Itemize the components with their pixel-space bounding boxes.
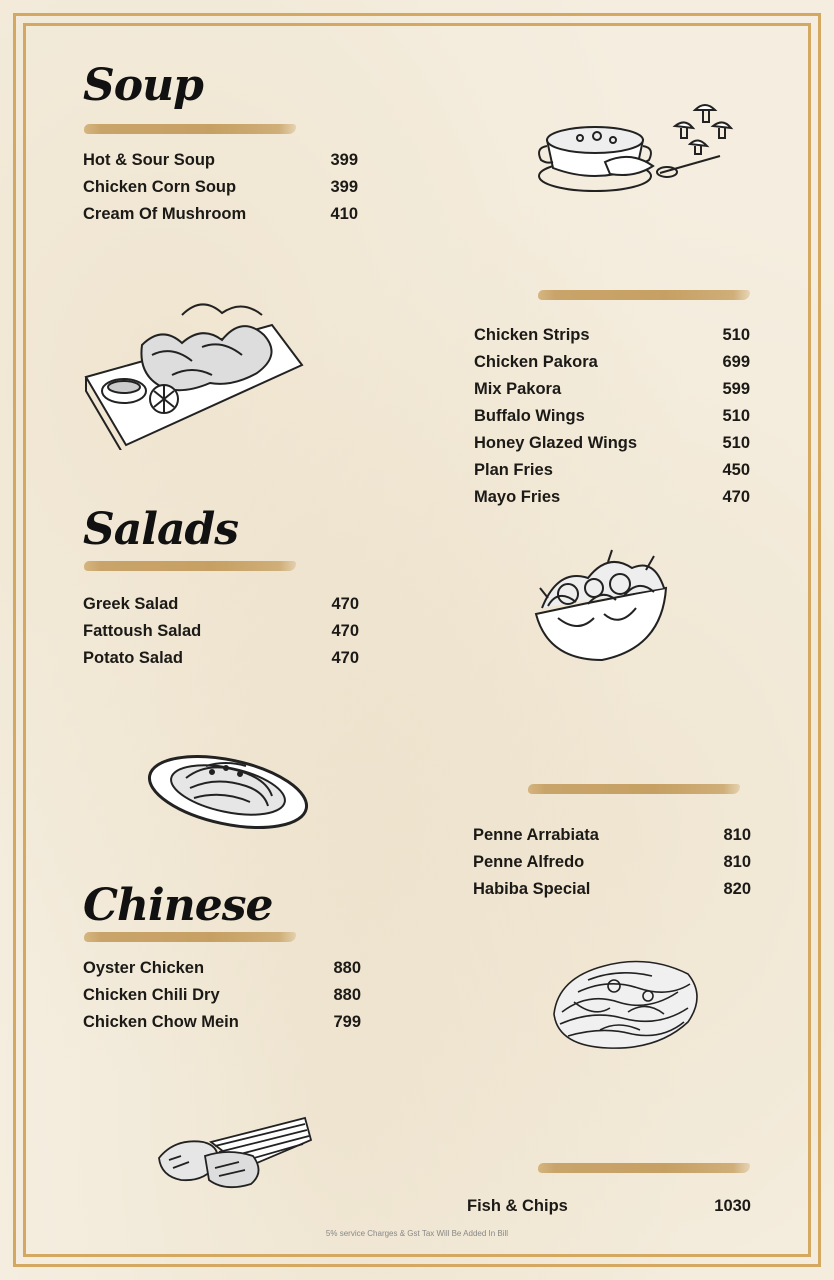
item-price: 450: [722, 461, 750, 479]
item-price: 820: [723, 880, 751, 898]
item-price: 470: [331, 595, 359, 613]
item-list-chinese: [83, 955, 361, 1036]
item-price: 880: [333, 986, 361, 1004]
item-price: 1030: [714, 1197, 751, 1215]
menu-item: [474, 430, 750, 457]
salad-bowl-icon: [528, 548, 673, 666]
menu-item: [83, 955, 361, 982]
section-title-soup: Soup: [83, 60, 203, 111]
title-underline: [84, 124, 296, 134]
menu-item: [474, 484, 750, 511]
section-title-salads: Salads: [83, 504, 239, 555]
item-name: Chicken Corn Soup: [83, 178, 237, 196]
item-name: Greek Salad: [83, 595, 179, 613]
item-name: Penne Alfredo: [473, 853, 585, 871]
item-price: 470: [331, 622, 359, 640]
item-price: 810: [723, 853, 751, 871]
menu-item: [473, 822, 751, 849]
item-price: 699: [722, 353, 750, 371]
item-list-salads: [83, 591, 359, 672]
fish-and-fries-icon: [155, 1112, 313, 1192]
item-price: 399: [330, 178, 358, 196]
section-title-chinese: Chinese: [83, 880, 273, 931]
item-price: 880: [333, 959, 361, 977]
title-underline: [84, 932, 296, 942]
item-name: Hot & Sour Soup: [83, 151, 215, 169]
item-name: Mix Pakora: [474, 380, 562, 398]
item-name: Chicken Chow Mein: [83, 1013, 239, 1031]
item-price: 470: [331, 649, 359, 667]
menu-item: [467, 1193, 751, 1220]
item-name: Buffalo Wings: [474, 407, 585, 425]
item-name: Honey Glazed Wings: [474, 434, 638, 452]
soup-bowl-icon: [535, 98, 740, 198]
item-price: 399: [330, 151, 358, 169]
item-name: Fish & Chips: [467, 1197, 568, 1215]
item-list-starter: [474, 322, 750, 511]
item-name: Plan Fries: [474, 461, 553, 479]
menu-item: [474, 376, 750, 403]
item-name: Chicken Strips: [474, 326, 590, 344]
menu-item: [83, 1009, 361, 1036]
item-name: Chicken Chili Dry: [83, 986, 220, 1004]
menu-item: [83, 591, 359, 618]
item-name: Potato Salad: [83, 649, 183, 667]
item-list-seafood: [467, 1193, 751, 1220]
menu-item: [474, 349, 750, 376]
menu-item: [83, 201, 358, 228]
item-price: 810: [723, 826, 751, 844]
menu-item: [83, 982, 361, 1009]
item-name: Habiba Special: [473, 880, 591, 898]
item-name: Fattoush Salad: [83, 622, 202, 640]
item-price: 599: [722, 380, 750, 398]
service-charge-note: 5% service Charges & Gst Tax Will Be Added In Bill: [325, 1229, 509, 1238]
menu-item: [83, 645, 359, 672]
item-name: Mayo Fries: [474, 488, 561, 506]
item-price: 510: [722, 407, 750, 425]
menu-item: [83, 174, 358, 201]
item-list-soup: [83, 147, 358, 228]
title-underline: [528, 784, 740, 794]
menu-item: [83, 147, 358, 174]
item-price: 510: [722, 434, 750, 452]
menu-item: [473, 849, 751, 876]
item-price: 510: [722, 326, 750, 344]
item-list-pasta: [473, 822, 751, 903]
noodle-pile-icon: [548, 952, 706, 1055]
item-name: Cream Of Mushroom: [83, 205, 247, 223]
item-name: Penne Arrabiata: [473, 826, 599, 844]
item-price: 799: [333, 1013, 361, 1031]
menu-item: [474, 403, 750, 430]
menu-item: [83, 618, 359, 645]
item-price: 470: [722, 488, 750, 506]
item-name: Chicken Pakora: [474, 353, 598, 371]
item-name: Oyster Chicken: [83, 959, 205, 977]
menu-item: [473, 876, 751, 903]
chicken-wings-icon: [82, 295, 307, 450]
title-underline: [84, 561, 296, 571]
menu-item: [474, 457, 750, 484]
title-underline: [538, 290, 750, 300]
item-price: 410: [330, 205, 358, 223]
title-underline: [538, 1163, 750, 1173]
spaghetti-plate-icon: [146, 752, 311, 840]
menu-item: [474, 322, 750, 349]
